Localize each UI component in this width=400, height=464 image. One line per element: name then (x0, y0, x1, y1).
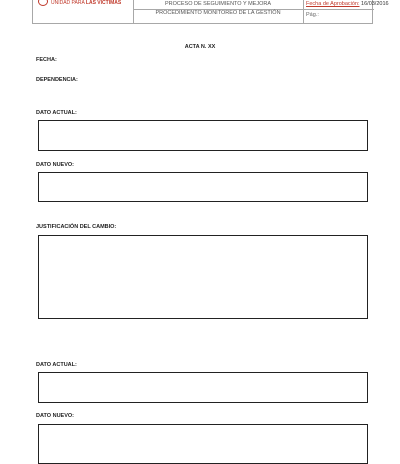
dato-nuevo-2-label: DATO NUEVO: (36, 413, 74, 419)
dato-nuevo-label: DATO NUEVO: (36, 162, 74, 168)
dato-actual-field[interactable] (38, 120, 368, 151)
dato-actual-label: DATO ACTUAL: (36, 110, 77, 116)
process-name: PROCESO DE SEGUIMIENTO Y MEJORA (164, 1, 272, 7)
dato-actual-2-field[interactable] (38, 372, 368, 403)
approval-date (306, 1, 389, 7)
approval-date-label: Fecha de Aprobación: (306, 1, 360, 7)
logo-text-part1: UNIDAD PARA (51, 0, 86, 6)
fecha-label: FECHA: (36, 57, 57, 63)
document-title: ACTA N. XX (184, 44, 216, 50)
justificacion-label: JUSTIFICACIÓN DEL CAMBIO: (36, 224, 117, 230)
logo-text-part2: LAS VÍCTIMAS (85, 0, 122, 6)
dato-nuevo-field[interactable] (38, 172, 368, 202)
document-header (32, 0, 389, 24)
header-meta-cell (303, 0, 389, 23)
header-process-cell (133, 0, 304, 23)
dato-actual-2-label: DATO ACTUAL: (36, 362, 77, 368)
procedure-name: PROCEDIMIENTO MONITOREO DE LA GESTIÓN (155, 10, 281, 16)
page-label: Pág.: (306, 12, 319, 18)
seal-icon (38, 0, 48, 6)
header-logo-cell (33, 0, 134, 23)
justificacion-field[interactable] (38, 235, 368, 319)
approval-date-value: 16/03/2016 (361, 1, 389, 7)
header-meta-divider (303, 9, 374, 10)
dato-nuevo-2-field[interactable] (38, 424, 368, 464)
dependencia-label: DEPENDENCIA: (36, 77, 78, 83)
logo-text (51, 0, 121, 6)
